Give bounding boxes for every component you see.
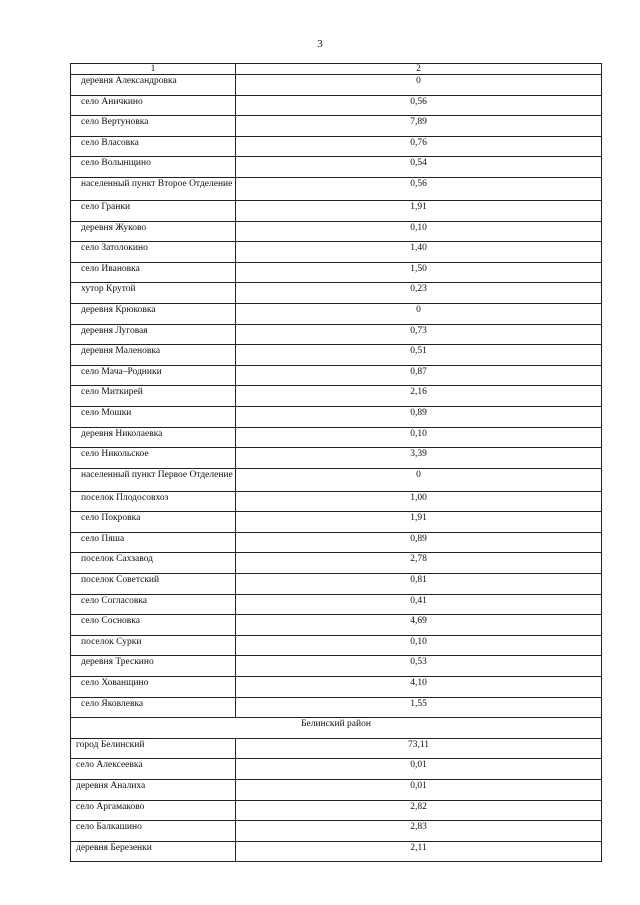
settlement-value: 0,54 — [236, 157, 602, 178]
settlement-name: населенный пункт Второе Отделение — [71, 177, 236, 200]
settlement-name: село Аргамаково — [71, 800, 236, 821]
table-row — [71, 177, 602, 200]
table-row — [71, 448, 602, 469]
settlement-value: 0,81 — [236, 574, 602, 595]
settlement-name: поселок Сурки — [71, 635, 236, 656]
table-row — [71, 512, 602, 533]
settlement-value: 0,10 — [236, 427, 602, 448]
table-row — [71, 75, 602, 96]
settlement-value: 2,11 — [236, 841, 602, 862]
settlement-name: село Яковлевка — [71, 697, 236, 718]
settlement-name: село Ивановка — [71, 262, 236, 283]
table-row — [71, 656, 602, 677]
table-row — [71, 780, 602, 801]
settlement-value: 1,55 — [236, 697, 602, 718]
table-row — [71, 406, 602, 427]
table-row — [71, 303, 602, 324]
settlement-name: село Балкашино — [71, 821, 236, 842]
settlement-value: 0,10 — [236, 635, 602, 656]
settlement-value: 4,69 — [236, 615, 602, 636]
settlement-name: село Гранки — [71, 200, 236, 221]
settlement-value: 0,23 — [236, 283, 602, 304]
settlement-value: 1,91 — [236, 200, 602, 221]
settlement-value: 2,83 — [236, 821, 602, 842]
settlement-name: город Белинский — [71, 738, 236, 759]
settlement-name: деревня Луговая — [71, 324, 236, 345]
table-row — [71, 95, 602, 116]
settlement-value: 1,50 — [236, 262, 602, 283]
table-row — [71, 800, 602, 821]
settlement-value: 0 — [236, 468, 602, 491]
table-row — [71, 759, 602, 780]
settlement-name: село Алексеевка — [71, 759, 236, 780]
settlement-name: деревня Березенки — [71, 841, 236, 862]
table-row — [71, 242, 602, 263]
settlement-value: 7,89 — [236, 116, 602, 137]
section-row — [71, 718, 602, 739]
settlement-value: 1,91 — [236, 512, 602, 533]
table-row — [71, 841, 602, 862]
settlement-value: 0,10 — [236, 221, 602, 242]
settlement-name: село Мошки — [71, 406, 236, 427]
table-row — [71, 468, 602, 491]
settlement-value: 4,10 — [236, 677, 602, 698]
table-row — [71, 200, 602, 221]
settlement-name: поселок Советский — [71, 574, 236, 595]
table-row — [71, 345, 602, 366]
settlement-name: деревня Крюковка — [71, 303, 236, 324]
settlement-value: 0,76 — [236, 136, 602, 157]
table-row — [71, 738, 602, 759]
settlement-value: 2,82 — [236, 800, 602, 821]
settlement-name: село Власовка — [71, 136, 236, 157]
table-row — [71, 221, 602, 242]
table-row — [71, 594, 602, 615]
page-number: 3 — [317, 38, 323, 50]
settlement-name: село Волынщино — [71, 157, 236, 178]
table-row — [71, 386, 602, 407]
settlement-name: село Мача–Родники — [71, 365, 236, 386]
settlement-name: деревня Трескино — [71, 656, 236, 677]
settlement-name: поселок Сахзавод — [71, 553, 236, 574]
settlement-name: село Аничкино — [71, 95, 236, 116]
settlement-name: село Согласовка — [71, 594, 236, 615]
settlement-value: 0,51 — [236, 345, 602, 366]
settlement-value: 0,89 — [236, 406, 602, 427]
settlement-value: 1,40 — [236, 242, 602, 263]
settlement-name: село Вертуновка — [71, 116, 236, 137]
settlement-value: 0,01 — [236, 759, 602, 780]
settlement-name: населенный пункт Первое Отделение — [71, 468, 236, 491]
settlement-value: 0,41 — [236, 594, 602, 615]
table-row — [71, 136, 602, 157]
settlement-name: село Миткирей — [71, 386, 236, 407]
settlement-name: село Покровка — [71, 512, 236, 533]
settlement-name: поселок Плодосовхоз — [71, 491, 236, 512]
settlement-name: село Никольское — [71, 448, 236, 469]
settlement-value: 73,11 — [236, 738, 602, 759]
table-row — [71, 283, 602, 304]
settlement-value: 0,56 — [236, 95, 602, 116]
settlement-value: 0,01 — [236, 780, 602, 801]
settlement-value: 0,53 — [236, 656, 602, 677]
settlement-value: 1,00 — [236, 491, 602, 512]
settlement-name: село Хованщино — [71, 677, 236, 698]
table-row — [71, 262, 602, 283]
table-row — [71, 116, 602, 137]
table-row — [71, 365, 602, 386]
column-header-2: 2 — [236, 64, 602, 75]
settlements-table — [70, 63, 602, 862]
settlement-name: село Пяша — [71, 532, 236, 553]
table-row — [71, 324, 602, 345]
settlement-value: 2,16 — [236, 386, 602, 407]
settlement-value: 0 — [236, 303, 602, 324]
section-title: Белинский район — [71, 718, 602, 739]
settlement-name: село Затолокино — [71, 242, 236, 263]
settlement-name: деревня Жуково — [71, 221, 236, 242]
table-header-row — [71, 64, 602, 75]
table-row — [71, 157, 602, 178]
settlement-name: деревня Николаевка — [71, 427, 236, 448]
table-row — [71, 821, 602, 842]
table-row — [71, 553, 602, 574]
table-row — [71, 532, 602, 553]
settlement-value: 0 — [236, 75, 602, 96]
table-row — [71, 427, 602, 448]
table-row — [71, 635, 602, 656]
settlement-name: хутор Крутой — [71, 283, 236, 304]
settlement-value: 0,89 — [236, 532, 602, 553]
settlement-value: 0,73 — [236, 324, 602, 345]
table-row — [71, 615, 602, 636]
table-row — [71, 697, 602, 718]
settlement-name: деревня Аналиха — [71, 780, 236, 801]
table-row — [71, 574, 602, 595]
settlement-value: 0,87 — [236, 365, 602, 386]
settlement-value: 0,56 — [236, 177, 602, 200]
table-row — [71, 491, 602, 512]
table-row — [71, 677, 602, 698]
settlement-name: деревня Александровка — [71, 75, 236, 96]
settlement-value: 3,39 — [236, 448, 602, 469]
settlement-value: 2,78 — [236, 553, 602, 574]
settlement-name: село Сосновка — [71, 615, 236, 636]
settlement-name: деревня Маленовка — [71, 345, 236, 366]
column-header-1: 1 — [71, 64, 236, 75]
